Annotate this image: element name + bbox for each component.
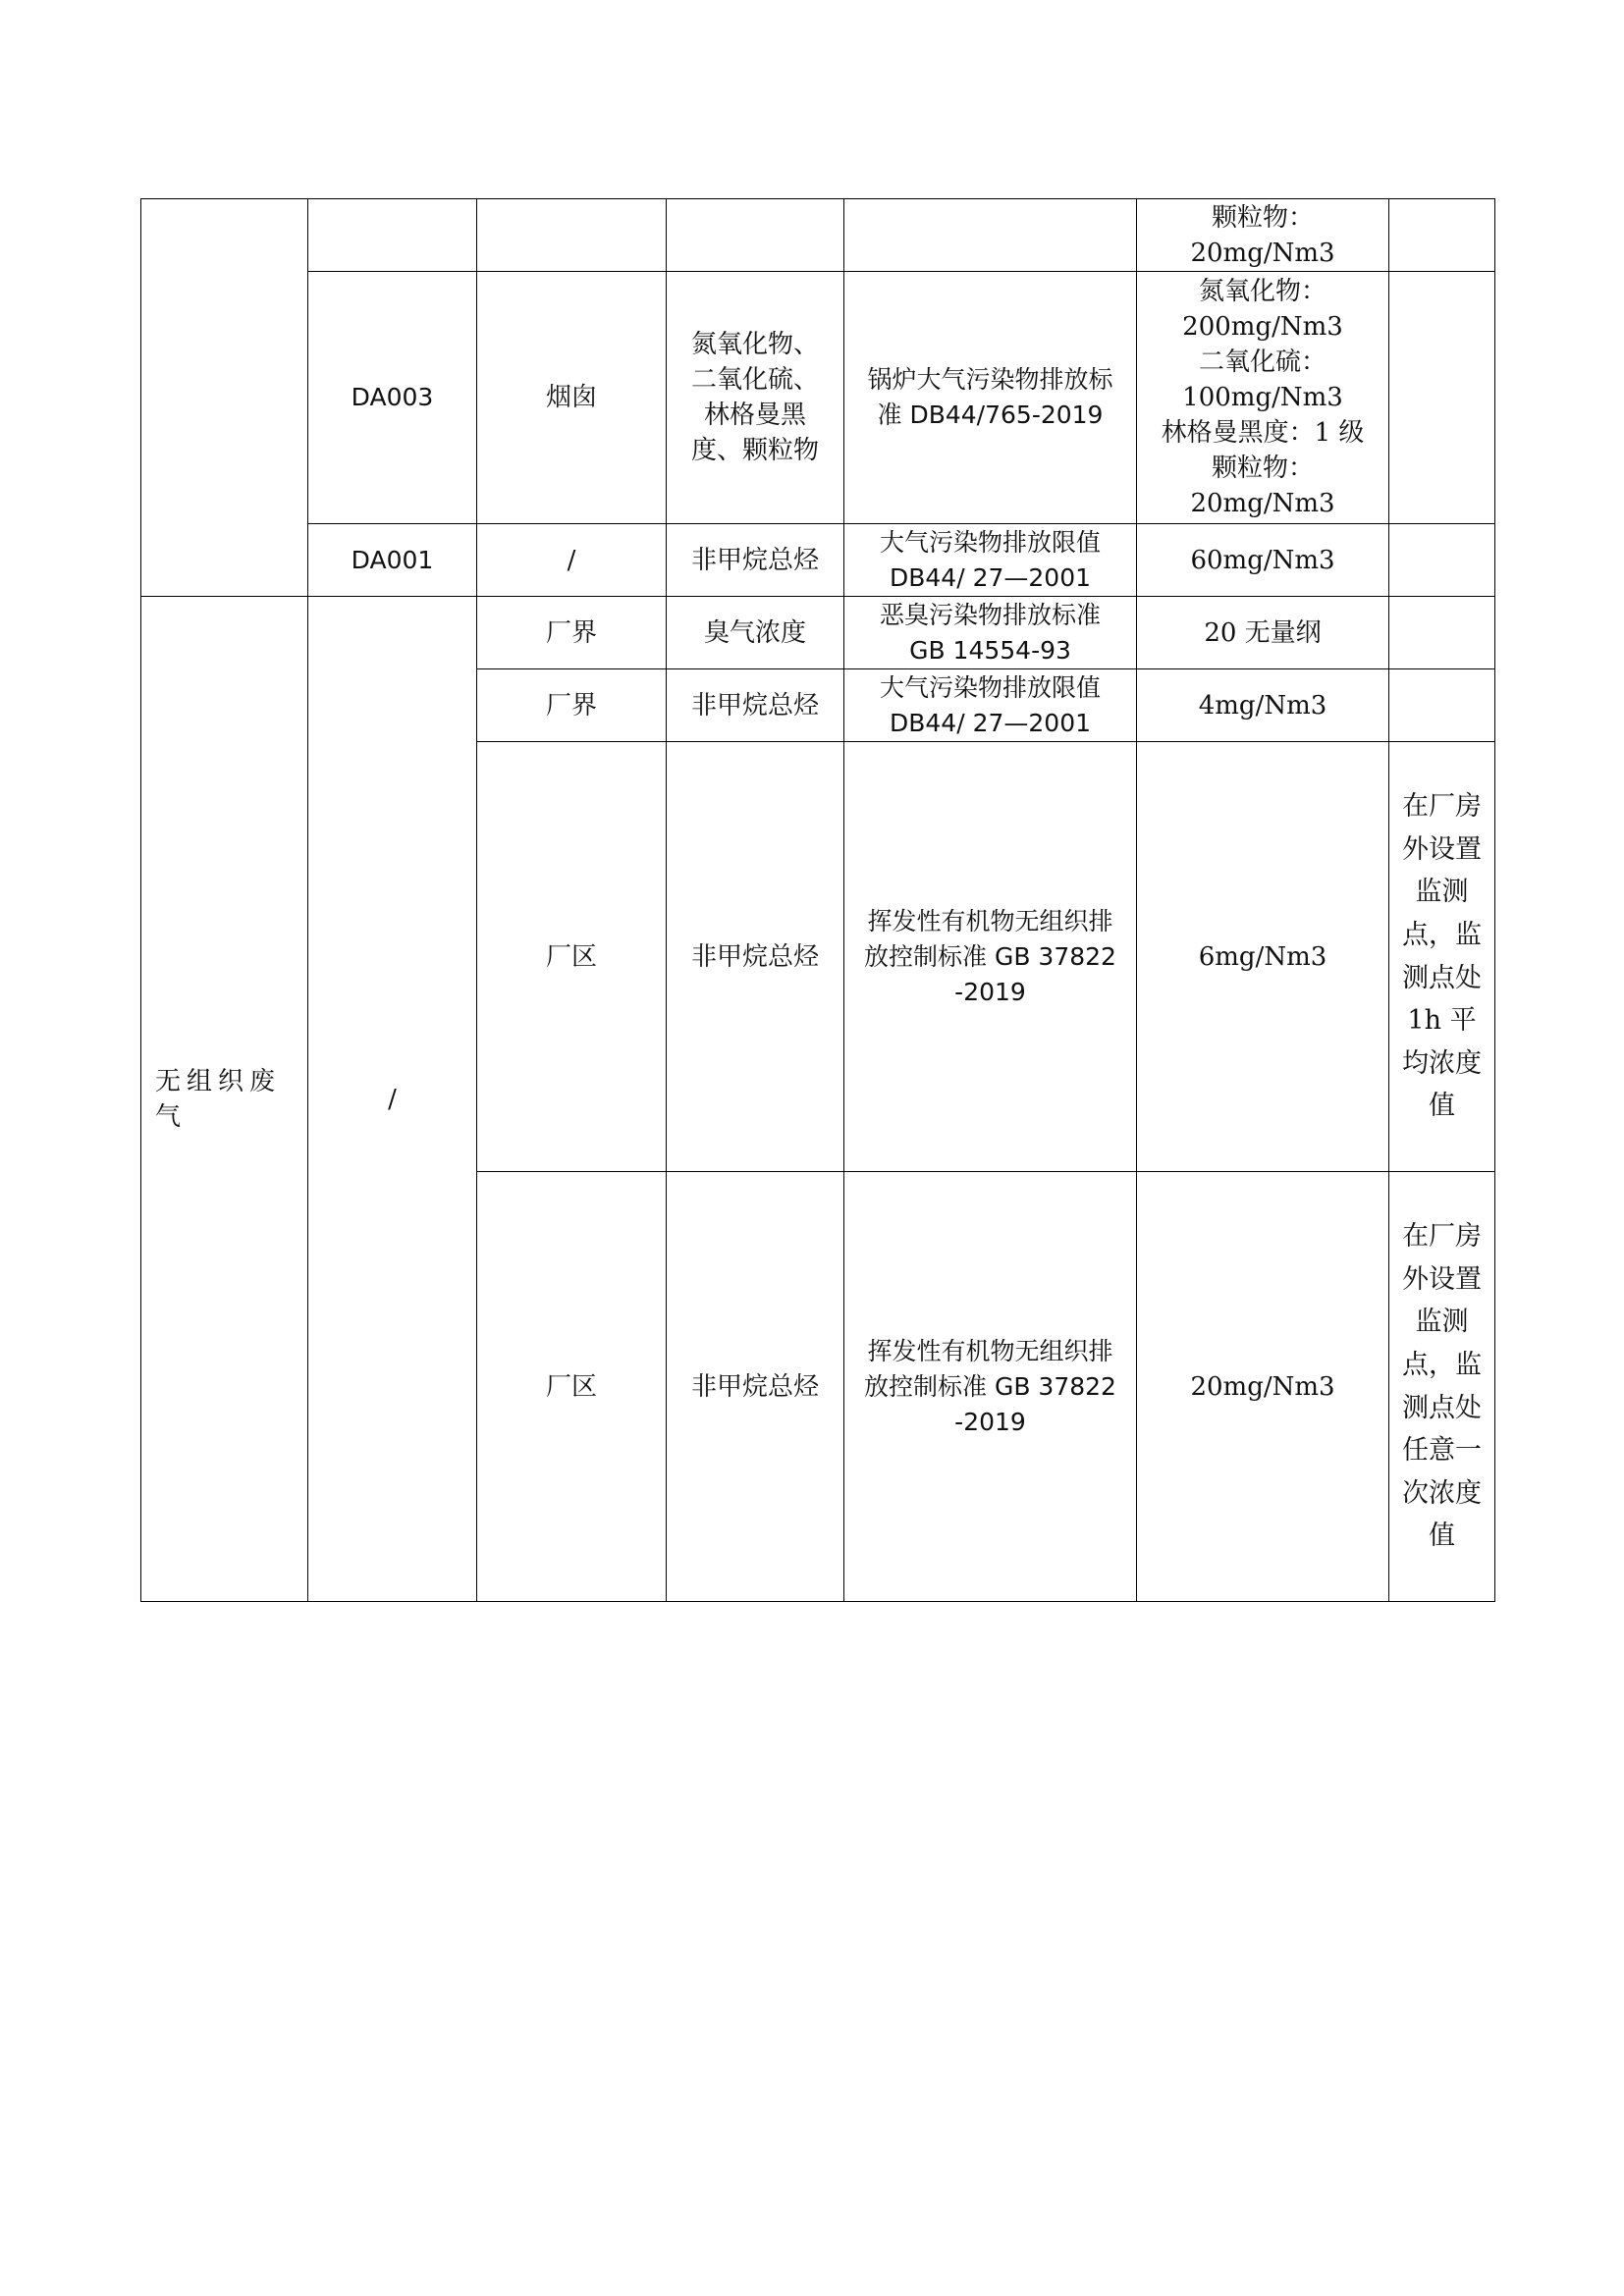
standard-line: 大气污染物排放限值 <box>879 527 1101 557</box>
standard-cell: 挥发性有机物无组织排放控制标准 GB 37822-2019 <box>844 1172 1137 1602</box>
note-cell <box>1389 272 1495 524</box>
limit-line: 二氧化硫： <box>1198 347 1326 377</box>
note-cell <box>1389 669 1495 742</box>
limit-line: 20mg/Nm3 <box>1190 489 1335 518</box>
limit-cell: 60mg/Nm3 <box>1137 524 1389 597</box>
category-cell: 无组织废气 <box>141 597 308 1602</box>
note-cell: 在厂房外设置监测点，监测点处 1h 平均浓度值 <box>1389 742 1495 1172</box>
table-row <box>141 597 1495 669</box>
standard-line: 大气污染物排放限值 <box>879 672 1101 702</box>
outlet-cell: DA003 <box>308 272 477 524</box>
note-cell <box>1389 524 1495 597</box>
table-row <box>141 199 1495 272</box>
limit-line: 颗粒物： <box>1211 202 1314 233</box>
limit-cell: 6mg/Nm3 <box>1137 742 1389 1172</box>
limit-line: 200mg/Nm3 <box>1182 312 1343 342</box>
limit-line: 颗粒物： <box>1211 454 1314 483</box>
limit-line: 林格曼黑度：1 级 <box>1161 418 1365 448</box>
limit-cell <box>1137 272 1389 524</box>
standard-cell: 锅炉大气污染物排放标准 DB44/765-2019 <box>844 272 1137 524</box>
note-cell <box>1389 199 1495 272</box>
outlet-cell: / <box>308 597 477 1602</box>
table-row <box>141 524 1495 597</box>
pollutant-cell: 臭气浓度 <box>667 597 844 669</box>
limit-cell: 20 无量纲 <box>1137 597 1389 669</box>
emission-standards-table <box>140 198 1495 1602</box>
location-cell: / <box>477 524 667 597</box>
location-cell: 厂界 <box>477 669 667 742</box>
category-cell <box>141 199 308 597</box>
standard-line: GB 14554-93 <box>909 635 1071 665</box>
outlet-cell: DA001 <box>308 524 477 597</box>
outlet-cell <box>308 199 477 272</box>
limit-cell: 4mg/Nm3 <box>1137 669 1389 742</box>
location-cell: 烟囱 <box>477 272 667 524</box>
location-cell: 厂界 <box>477 597 667 669</box>
standard-cell <box>844 524 1137 597</box>
note-cell <box>1389 597 1495 669</box>
limit-line: 氮氧化物： <box>1198 277 1326 306</box>
standard-cell <box>844 199 1137 272</box>
limit-line: 100mg/Nm3 <box>1182 383 1343 412</box>
location-cell <box>477 199 667 272</box>
location-cell: 厂区 <box>477 742 667 1172</box>
standard-line: DB44/ 27—2001 <box>889 562 1092 592</box>
pollutant-cell: 非甲烷总烃 <box>667 742 844 1172</box>
location-cell: 厂区 <box>477 1172 667 1602</box>
limit-line: 20mg/Nm3 <box>1190 238 1335 268</box>
pollutant-cell: 非甲烷总烃 <box>667 524 844 597</box>
note-cell: 在厂房外设置监测点，监测点处任意一次浓度值 <box>1389 1172 1495 1602</box>
pollutant-cell: 非甲烷总烃 <box>667 669 844 742</box>
pollutant-cell: 氮氧化物、二氧化硫、林格曼黑度、颗粒物 <box>667 272 844 524</box>
limit-cell: 20mg/Nm3 <box>1137 1172 1389 1602</box>
standard-cell <box>844 669 1137 742</box>
pollutant-cell: 非甲烷总烃 <box>667 1172 844 1602</box>
table-row <box>141 272 1495 524</box>
standard-cell <box>844 597 1137 669</box>
standard-line: 恶臭污染物排放标准 <box>879 600 1101 629</box>
pollutant-cell <box>667 199 844 272</box>
limit-cell <box>1137 199 1389 272</box>
standard-line: DB44/ 27—2001 <box>889 708 1092 737</box>
standard-cell: 挥发性有机物无组织排放控制标准 GB 37822-2019 <box>844 742 1137 1172</box>
